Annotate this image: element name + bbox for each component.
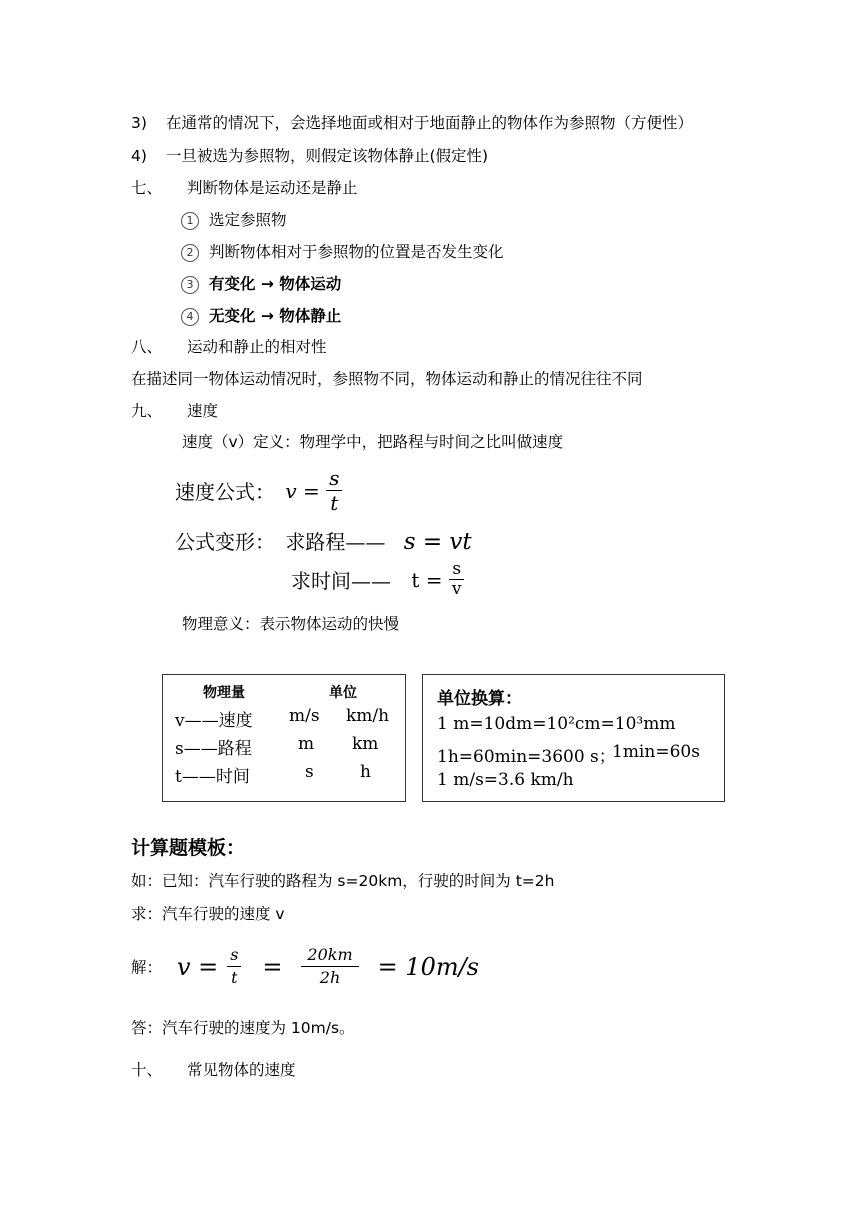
formula-variation-label: 公式变形： bbox=[175, 530, 275, 554]
section-number: 七、 bbox=[131, 179, 163, 197]
conversion-line-2b: 1min=60s bbox=[612, 742, 700, 762]
conversion-line-2a: 1h=60min=3600 s； bbox=[437, 747, 616, 767]
section-8-text: 在描述同一物体运动情况时，参照物不同，物体运动和静止的情况往往不同 bbox=[131, 370, 643, 388]
conversion-line-1: 1 m=10dm=10²cm=10³mm bbox=[437, 714, 676, 734]
solution-fraction-2 bbox=[301, 944, 358, 989]
step-marker: 3 bbox=[181, 276, 199, 294]
formula-fraction bbox=[326, 466, 342, 515]
item-number: 4) bbox=[131, 147, 147, 165]
list-item-3 bbox=[131, 112, 693, 134]
solution-fraction-1 bbox=[227, 944, 241, 989]
equals-sign: = bbox=[262, 952, 283, 981]
denominator: t bbox=[330, 491, 339, 515]
solution-label: 解： bbox=[131, 958, 163, 977]
unit-table-header-qty: 物理量 bbox=[203, 685, 245, 701]
unit-row-qty: s——路程 bbox=[175, 739, 252, 759]
step-text: 判断物体相对于参照物的位置是否发生变化 bbox=[209, 243, 504, 261]
given-line: 如：已知：汽车行驶的路程为 s=20km，行驶的时间为 t=2h bbox=[131, 872, 555, 890]
unit-row-u1: m/s bbox=[289, 706, 320, 726]
section-8-heading bbox=[131, 336, 326, 358]
answer-line: 答：汽车行驶的速度为 10m/s。 bbox=[131, 1019, 355, 1037]
section-title: 运动和静止的相对性 bbox=[186, 338, 327, 356]
unit-row-qty: v——速度 bbox=[175, 711, 253, 731]
numerator: s bbox=[227, 944, 241, 967]
time-fraction bbox=[449, 560, 465, 599]
numerator: s bbox=[326, 466, 342, 491]
ask-line: 求：汽车行驶的速度 v bbox=[131, 905, 285, 923]
conversion-line-3: 1 m/s=3.6 km/h bbox=[437, 770, 574, 790]
unit-row-qty: t——时间 bbox=[175, 767, 250, 787]
time-formula-row bbox=[291, 560, 464, 599]
step-text: 有变化 → 物体运动 bbox=[209, 275, 342, 293]
step-text: 无变化 → 物体静止 bbox=[209, 307, 342, 325]
list-item-4 bbox=[131, 145, 488, 167]
formula-lhs: v = bbox=[285, 478, 320, 503]
step-marker: 4 bbox=[181, 308, 199, 326]
section-title: 速度 bbox=[186, 402, 218, 420]
item-text: 在通常的情况下，会选择地面或相对于地面静止的物体作为参照物（方便性） bbox=[165, 114, 693, 132]
physical-meaning: 物理意义：表示物体运动的快慢 bbox=[182, 615, 400, 633]
section-10-heading bbox=[131, 1059, 295, 1081]
unit-row-u1: m bbox=[298, 734, 315, 754]
section-title: 常见物体的速度 bbox=[186, 1061, 296, 1079]
numerator: s bbox=[449, 560, 465, 580]
section-9-heading bbox=[131, 400, 218, 422]
speed-definition: 速度（v）定义：物理学中，把路程与时间之比叫做速度 bbox=[182, 433, 564, 451]
section-number: 九、 bbox=[131, 402, 163, 420]
step-text: 选定参照物 bbox=[209, 211, 287, 229]
step-3 bbox=[181, 273, 341, 295]
unit-row-u1: s bbox=[305, 762, 314, 782]
numerator: 20km bbox=[301, 944, 358, 967]
formula-variation bbox=[175, 526, 472, 555]
distance-label: 求路程—— bbox=[285, 530, 386, 554]
denominator: t bbox=[231, 968, 238, 987]
conversion-title: 单位换算： bbox=[437, 689, 522, 709]
step-marker: 1 bbox=[181, 212, 199, 230]
step-2 bbox=[181, 241, 504, 263]
item-text: 一旦被选为参照物，则假定该物体静止(假定性) bbox=[165, 147, 489, 165]
step-1 bbox=[181, 209, 287, 231]
distance-formula: s = vt bbox=[403, 529, 472, 555]
template-heading: 计算题模板： bbox=[131, 837, 246, 859]
unit-row-u2: h bbox=[360, 762, 371, 782]
solution-lhs: v = bbox=[176, 952, 219, 981]
item-number: 3) bbox=[131, 114, 147, 132]
formula-label: 速度公式： bbox=[175, 480, 275, 504]
time-label: 求时间—— bbox=[291, 569, 391, 593]
time-lhs: t = bbox=[411, 567, 443, 592]
denominator: 2h bbox=[319, 968, 341, 987]
speed-formula bbox=[175, 466, 342, 515]
unit-row-u2: km bbox=[352, 734, 379, 754]
unit-row-u2: km/h bbox=[346, 706, 390, 726]
step-marker: 2 bbox=[181, 244, 199, 262]
section-number: 八、 bbox=[131, 338, 163, 356]
section-7-heading bbox=[131, 177, 357, 199]
step-4 bbox=[181, 305, 341, 327]
denominator: v bbox=[451, 579, 462, 599]
section-title: 判断物体是运动还是静止 bbox=[186, 179, 358, 197]
solution-result: = 10m/s bbox=[377, 952, 479, 981]
section-number: 十、 bbox=[131, 1061, 163, 1079]
unit-table-header-unit: 单位 bbox=[329, 685, 357, 701]
solution-line bbox=[131, 944, 479, 989]
